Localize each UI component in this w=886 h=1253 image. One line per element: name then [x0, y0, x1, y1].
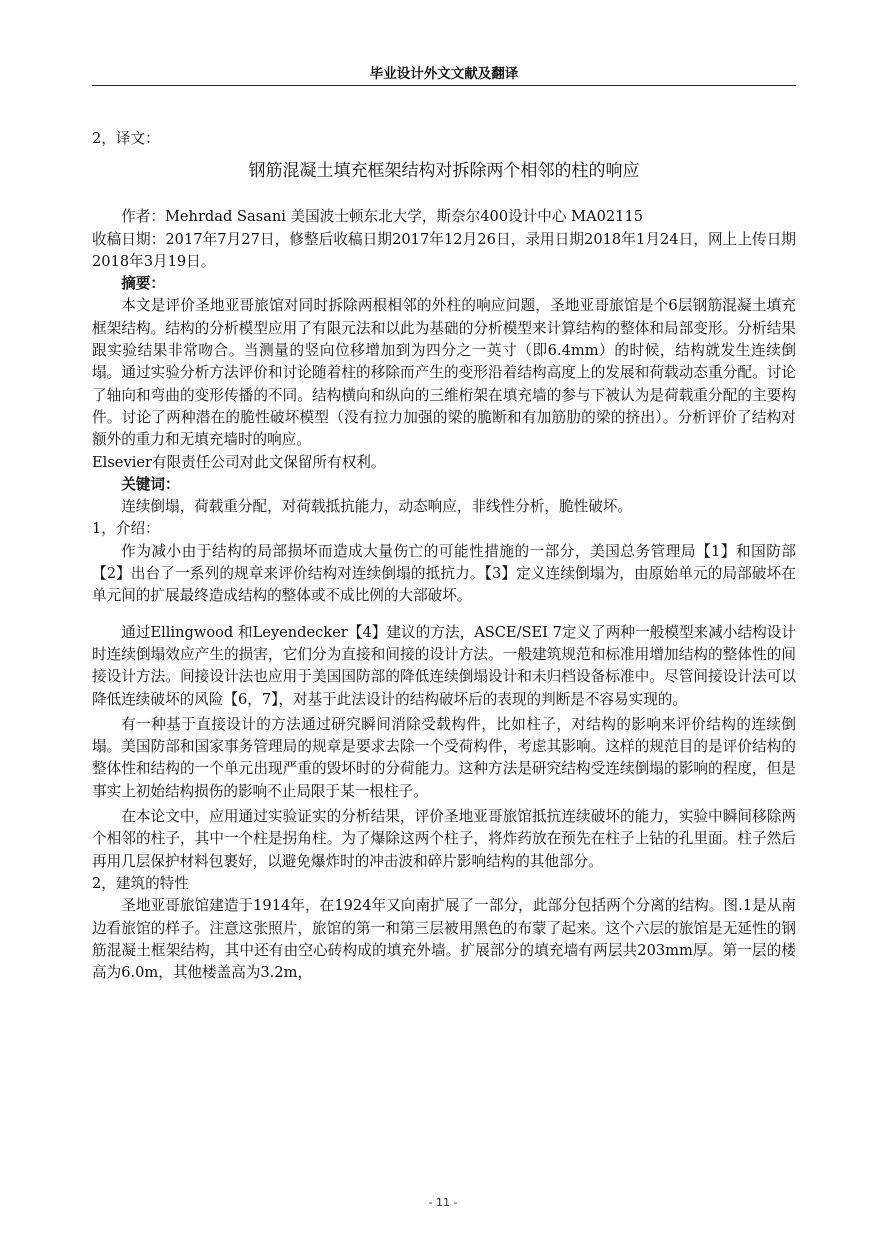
abstract-text: 本文是评价圣地亚哥旅馆对同时拆除两根相邻的外柱的响应问题，圣地亚哥旅馆是个6层钢筋混凝土填充框架结构。结构的分析模型应用了有限元法和以此为基础的分析模型来计算结构的整体和局部变形。分析结果跟实验结果非常吻合。当测量的竖向位移增加到为四分之一英寸（即6.4mm）的时候，结构就发生连续倒塌。通过实验分析方法评价和讨论随着柱的移除而产生的变形沿着结构高度上的发展和荷载动态重分配。讨论了轴向和弯曲的变形传播的不同。结构横向和纵向的三维桁架在填充墙的参与下被认为是荷载重分配的主要构件。讨论了两种潜在的脆性破坏模型（没有拉力加强的梁的脆断和有加筋肋的梁的挤出）。分析评价了结构对额外的重力和无填充墙时的响应。	[92, 297, 796, 449]
header-rule	[92, 85, 796, 86]
intro-heading: 1，介绍：	[92, 520, 160, 538]
section2-paragraph: 圣地亚哥旅馆建造于1914年，在1924年又向南扩展了一部分，此部分包括两个分离的结构。图.1是从南边看旅馆的样子。注意这张照片，旅馆的第一和第三层被用黑色的布蒙了起来。这个六层的旅馆是无延性的钢筋混凝土框架结构，其中还有由空心砖构成的填充外墙。扩展部分的填充墙有两层共203mm厚。第一层的楼高为6.0m，其他楼盖高为3.2m，	[92, 897, 796, 982]
intro-paragraph-2: 通过Ellingwood 和Leyendecker【4】建议的方法，ASCE/SEI 7定义了两种一般模型来减小结构设计时连续倒塌效应产生的损害，它们分为直接和间接的设计方法。一般建筑规范和标准用增加结构的整体性的间接设计方法。间接设计法也应用于美国国防部的降低连续倒塌设计和未归档设备标准中。尽管间接设计法可以降低连续破坏的风险【6，7】，对基于此法设计的结构破坏后的表现的判断是不容易实现的。	[92, 623, 796, 708]
intro-paragraph-3: 有一种基于直接设计的方法通过研究瞬间消除受载构件，比如柱子，对结构的影响来评价结构的连续倒塌。美国防部和国家事务管理局的规章是要求去除一个受荷构件，考虑其影响。这样的规范目的是评价结构的整体性和结构的一个单元出现严重的毁坏时的分荷能力。这种方法是研究结构受连续倒塌的影响的程度，但是事实上初始结构损伤的影响不止局限于某一根柱子。	[92, 715, 796, 800]
keywords-heading: 关键词：	[121, 475, 180, 493]
section2-heading: 2，建筑的特性	[92, 874, 189, 892]
section-label: 2，译文：	[92, 130, 160, 147]
running-header: 毕业设计外文文献及翻译	[369, 66, 519, 82]
author-line: 作者：Mehrdad Sasani 美国波士顿东北大学，斯奈尔400设计中心 MA02115	[121, 208, 644, 226]
paper-title: 钢筋混凝土填充框架结构对拆除两个相邻的柱的响应	[248, 161, 640, 182]
intro-paragraph-4: 在本论文中，应用通过实验证实的分析结果，评价圣地亚哥旅馆抵抗连续破坏的能力，实验中瞬间移除两个相邻的柱子，其中一个柱是拐角柱。为了爆除这两个柱子，将炸药放在预先在柱子上钻的孔里面。柱子然后再用几层保护材料包裹好，以避免爆炸时的冲击波和碎片影响结构的其他部分。	[92, 808, 796, 870]
dates: 收稿日期：2017年7月27日，修整后收稿日期2017年12月26日，录用日期2018年1月24日，网上上传日期2018年3月19日。	[92, 230, 796, 270]
intro-paragraph-1: 作为减小由于结构的局部损坏而造成大量伤亡的可能性措施的一部分，美国总务管理局【1】和国防部【2】出台了一系列的规章来评价结构对连续倒塌的抵抗力。【3】定义连续倒塌为，由原始单元的局部破坏在单元间的扩展最终造成结构的整体或不成比例的大部破坏。	[92, 542, 796, 605]
keywords-text: 连续倒塌，荷载重分配，对荷载抵抗能力，动态响应，非线性分析，脆性破坏。	[121, 498, 632, 516]
page-body	[92, 128, 796, 984]
page-number: - 11 -	[428, 1196, 458, 1209]
abstract-heading: 摘要：	[121, 275, 165, 293]
copyright-line: Elsevier有限责任公司对此文保留所有权利。	[92, 453, 386, 471]
